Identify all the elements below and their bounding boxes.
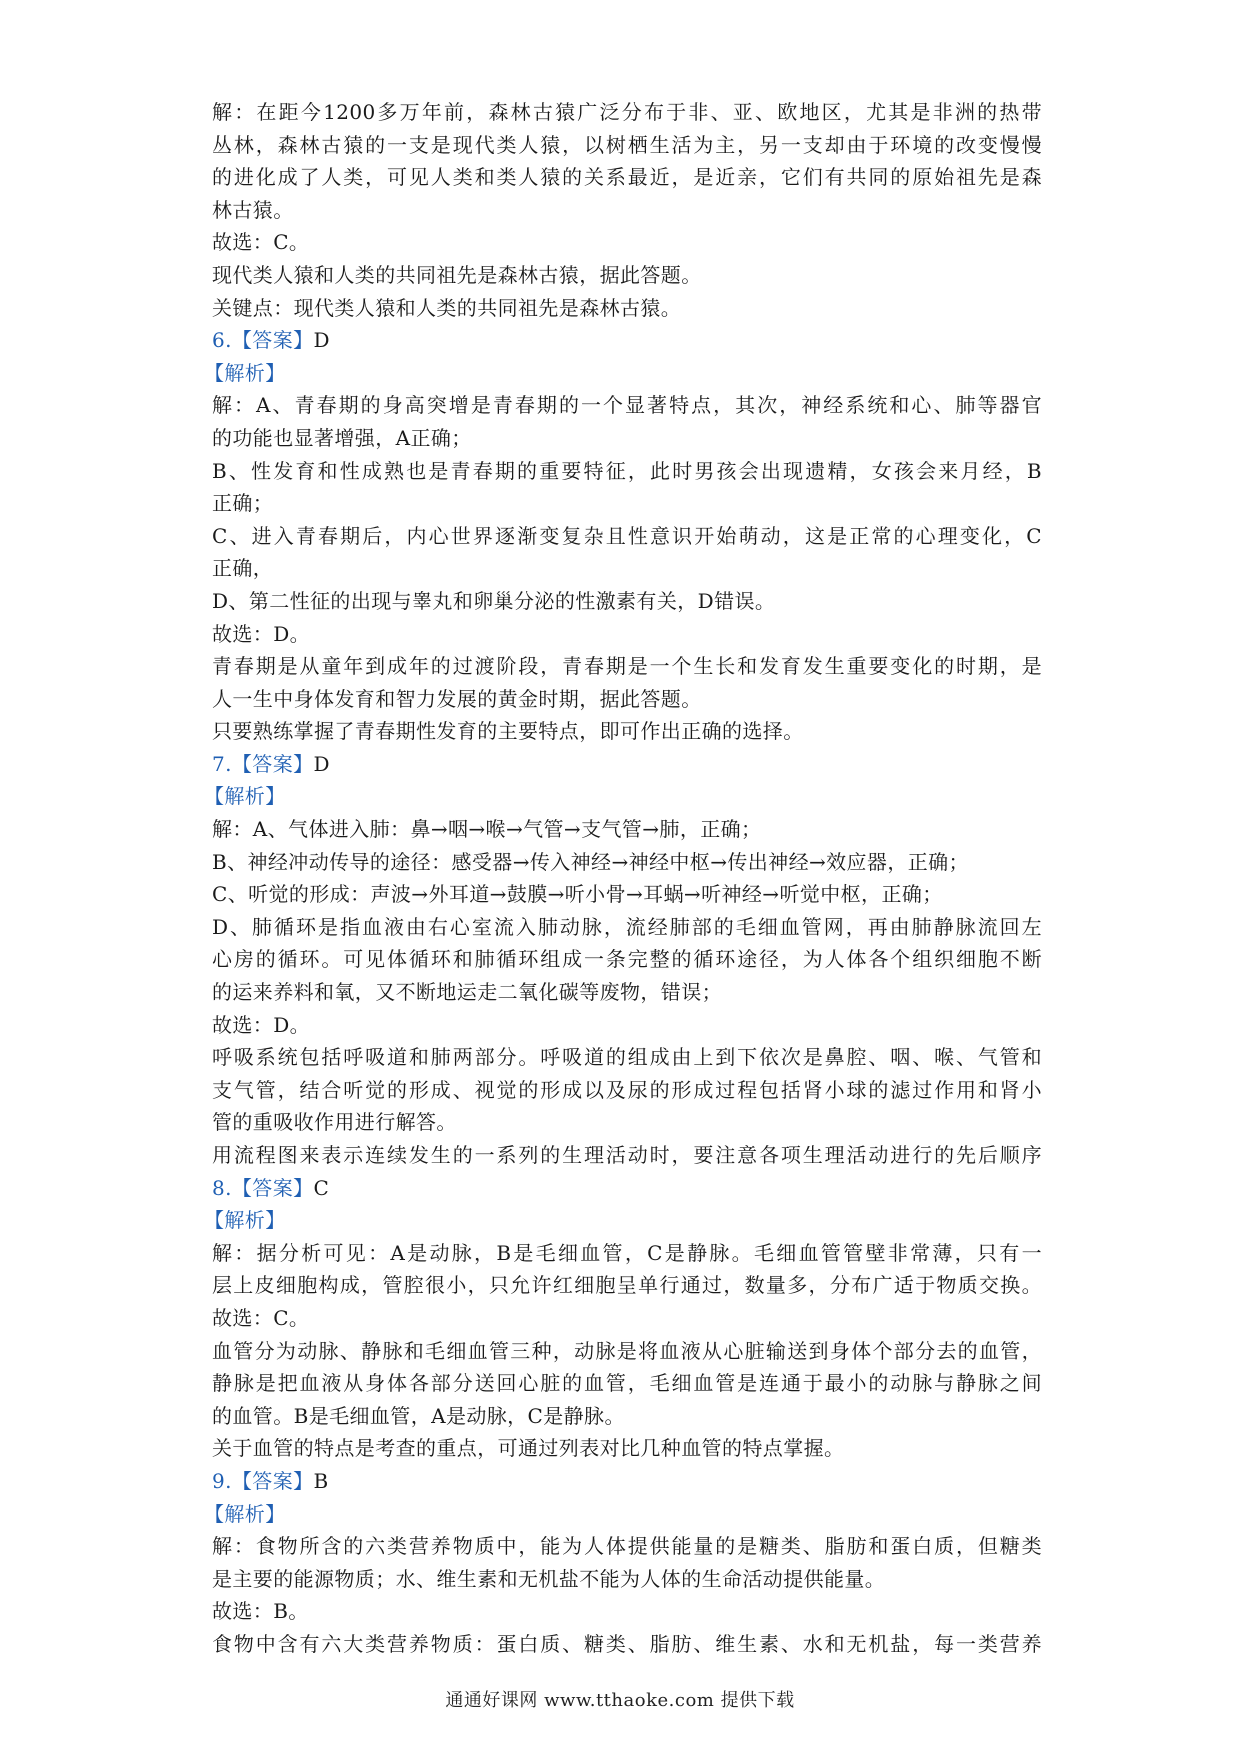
document-body [204,96,1042,1661]
text-line: 故选：B。 [212,1599,309,1624]
text-line: B、神经冲动传导的途径：感受器→传入神经→神经中枢→传出神经→效应器，正确； [212,849,969,874]
text-line: 解：A、气体进入肺：鼻→咽→喉→气管→支气管→肺，正确； [212,817,762,842]
text-line: 食物中含有六大类营养物质：蛋白质、糖类、脂肪、维生素、水和无机盐，每一类营养 [212,1631,1042,1656]
text-line: 心房的循环。可见体循环和肺循环组成一条完整的循环途径，为人体各个组织细胞不断 [212,947,1042,972]
text-line: 解：A、青春期的身高突增是青春期的一个显著特点，其次，神经系统和心、肺等器官 [212,393,1042,418]
text-line: 解：据分析可见：A是动脉，B是毛细血管，C是静脉。毛细血管管壁非常薄，只有一 [212,1240,1042,1265]
text-line: 血管分为动脉、静脉和毛细血管三种，动脉是将血液从心脏输送到身体个部分去的血管， [212,1338,1042,1363]
answer-value: D [313,328,330,353]
page-footer: 通通好课网 www.tthaoke.com 提供下载 [445,1690,795,1711]
text-line: C、听觉的形成：声波→外耳道→鼓膜→听小骨→耳蜗→听神经→听觉中枢，正确； [212,882,943,907]
answer-label: 【答案】 [231,328,314,353]
text-line: 是主要的能源物质；水、维生素和无机盐不能为人体的生命活动提供能量。 [212,1566,886,1591]
analysis-heading [204,357,1042,390]
text-line: 现代类人猿和人类的共同祖先是森林古猿，据此答题。 [212,262,702,287]
question-number: 9. [212,1468,232,1493]
question-number: 8. [212,1175,232,1200]
text-line: 关于血管的特点是考查的重点，可通过列表对比几种血管的特点掌握。 [212,1436,845,1461]
analysis-label: 【解析】 [204,1501,286,1526]
text-line: 故选：C。 [212,230,310,255]
text-line: 正确， [212,556,274,581]
answer-value: D [313,751,330,776]
text-line: 的功能也显著增强，A正确； [212,425,472,450]
analysis-heading [204,780,1042,813]
text-line: 的进化成了人类，可见人类和类人猿的关系最近，是近亲，它们有共同的原始祖先是森 [212,165,1042,190]
question-number: 7. [212,751,232,776]
answer-line [212,1465,1042,1498]
text-line: 丛林，森林古猿的一支是现代类人猿，以树栖生活为主，另一支却由于环境的改变慢慢 [212,132,1042,157]
text-line: 用流程图来表示连续发生的一系列的生理活动时，要注意各项生理活动进行的先后顺序 [212,1143,1042,1167]
text-line: B、性发育和性成熟也是青春期的重要特征，此时男孩会出现遗精，女孩会来月经，B [212,458,1042,483]
analysis-label: 【解析】 [204,784,286,809]
answer-value: C [313,1175,330,1200]
text-line: 故选：C。 [212,1305,310,1330]
analysis-label: 【解析】 [204,1208,286,1233]
answer-line [212,324,1042,357]
text-line: 的血管。B是毛细血管，A是动脉，C是静脉。 [212,1403,625,1428]
answer-label: 【答案】 [231,751,314,776]
text-line: 正确； [212,491,274,516]
text-line: 林古猿。 [212,197,294,222]
text-line: 故选：D。 [212,1012,311,1037]
analysis-heading [204,1204,1042,1237]
question-number: 6. [212,328,232,353]
analysis-label: 【解析】 [204,360,286,385]
text-line: 解：食物所含的六类营养物质中，能为人体提供能量的是糖类、脂肪和蛋白质，但糖类 [212,1534,1042,1559]
text-line: 呼吸系统包括呼吸道和肺两部分。呼吸道的组成由上到下依次是鼻腔、咽、喉、气管和 [212,1045,1042,1070]
text-line: 层上皮细胞构成，管腔很小，只允许红细胞呈单行通过，数量多，分布广适于物质交换。 [212,1273,1042,1298]
answer-label: 【答案】 [231,1468,314,1493]
text-line: 静脉是把血液从身体各部分送回心脏的血管，毛细血管是连通于最小的动脉与静脉之间 [212,1371,1042,1396]
answer-line [212,1172,1042,1205]
text-line: D、第二性征的出现与睾丸和卵巢分泌的性激素有关，D错误。 [212,588,776,613]
analysis-heading [204,1498,1042,1531]
text-line: 解：在距今1200多万年前，森林古猿广泛分布于非、亚、欧地区，尤其是非洲的热带 [212,100,1042,124]
text-line: 管的重吸收作用进行解答。 [212,1110,457,1135]
text-line: 故选：D。 [212,621,311,646]
text-line: 人一生中身体发育和智力发展的黄金时期，据此答题。 [212,686,702,711]
text-line: 支气管，结合听觉的形成、视觉的形成以及尿的形成过程包括肾小球的滤过作用和肾小 [212,1077,1042,1102]
text-line: D、肺循环是指血液由右心室流入肺动脉，流经肺部的毛细血管网，再由肺静脉流回左 [212,914,1042,939]
text-line: 关键点：现代类人猿和人类的共同祖先是森林古猿。 [212,295,682,320]
answer-label: 【答案】 [231,1175,314,1200]
text-line: 的运来养料和氧，又不断地运走二氧化碳等废物，错误； [212,980,722,1005]
text-line: C、进入青春期后，内心世界逐渐变复杂且性意识开始萌动，这是正常的心理变化，C [212,523,1042,548]
text-line: 青春期是从童年到成年的过渡阶段，青春期是一个生长和发育发生重要变化的时期，是 [212,654,1042,679]
answer-value: B [313,1468,329,1493]
answer-line [212,748,1042,781]
text-line: 只要熟练掌握了青春期性发育的主要特点，即可作出正确的选择。 [212,719,804,744]
